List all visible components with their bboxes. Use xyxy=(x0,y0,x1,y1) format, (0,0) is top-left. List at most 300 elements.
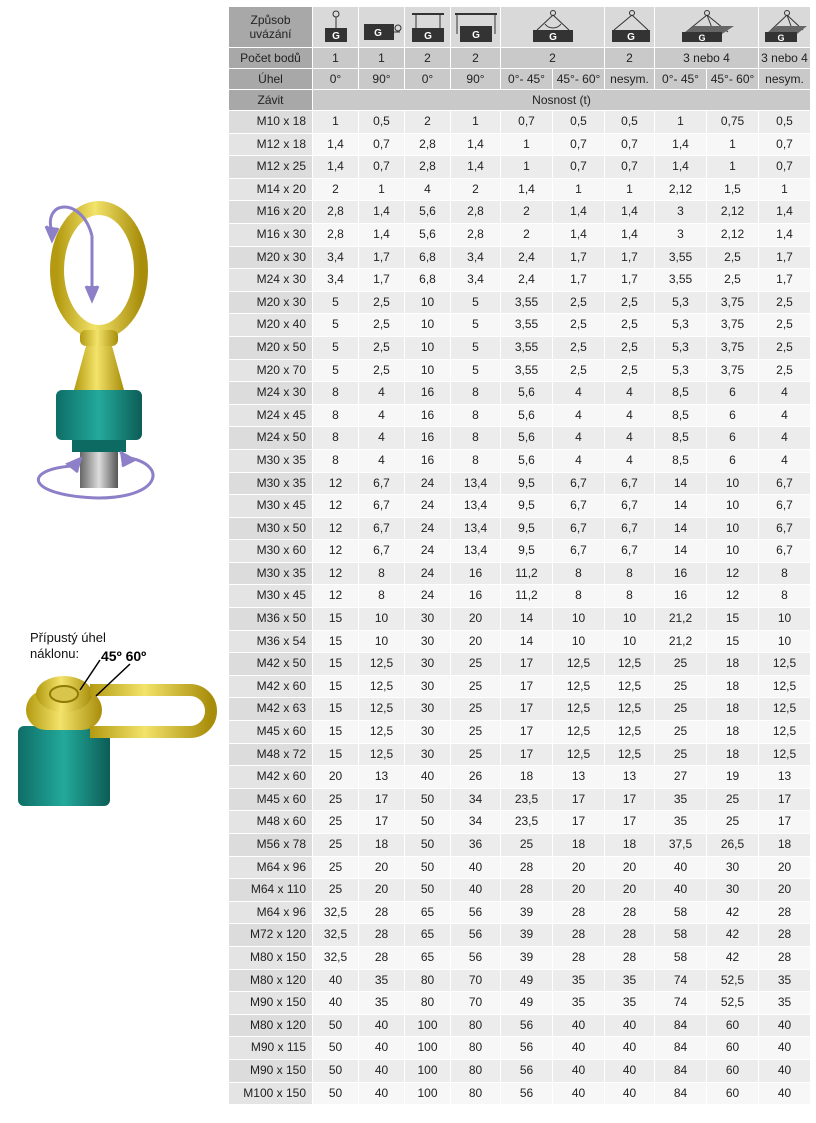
capacity-cell: 1 xyxy=(655,111,707,134)
angle-row xyxy=(229,69,811,90)
capacity-cell: 40 xyxy=(553,1082,605,1105)
capacity-cell: 25 xyxy=(313,788,359,811)
points-cell: 2 xyxy=(405,48,451,69)
thread-size-cell: M24 x 50 xyxy=(229,427,313,450)
capacity-cell: 1 xyxy=(313,111,359,134)
table-row xyxy=(229,1082,811,1105)
capacity-cell: 2 xyxy=(405,111,451,134)
thread-size-cell: M30 x 35 xyxy=(229,472,313,495)
svg-text:G: G xyxy=(423,31,432,42)
capacity-cell: 30 xyxy=(405,608,451,631)
capacity-cell: 40 xyxy=(605,1014,655,1037)
capacity-cell: 30 xyxy=(405,698,451,721)
capacity-cell: 4 xyxy=(359,427,405,450)
thread-size-cell: M42 x 60 xyxy=(229,675,313,698)
thread-size-cell: M30 x 45 xyxy=(229,585,313,608)
capacity-cell: 3,4 xyxy=(451,246,501,269)
capacity-cell: 5 xyxy=(313,291,359,314)
capacity-cell: 24 xyxy=(405,585,451,608)
capacity-cell: 5,6 xyxy=(501,449,553,472)
angle-cell: 45°- 60° xyxy=(553,69,605,90)
capacity-cell: 12,5 xyxy=(553,743,605,766)
capacity-cell: 28 xyxy=(501,879,553,902)
capacity-cell: 74 xyxy=(655,969,707,992)
capacity-cell: 10 xyxy=(605,608,655,631)
capacity-cell: 6,7 xyxy=(553,495,605,518)
capacity-cell: 40 xyxy=(451,856,501,879)
table-row xyxy=(229,901,811,924)
capacity-cell: 17 xyxy=(605,788,655,811)
capacity-cell: 4 xyxy=(553,382,605,405)
capacity-cell: 14 xyxy=(655,540,707,563)
capacity-cell: 15 xyxy=(707,608,759,631)
capacity-cell: 50 xyxy=(313,1059,359,1082)
capacity-cell: 3,4 xyxy=(451,269,501,292)
capacity-cell: 35 xyxy=(655,788,707,811)
capacity-cell: 40 xyxy=(359,1082,405,1105)
capacity-cell: 25 xyxy=(451,653,501,676)
capacity-cell: 26 xyxy=(451,766,501,789)
capacity-cell: 17 xyxy=(501,698,553,721)
capacity-cell: 5 xyxy=(451,336,501,359)
capacity-cell: 25 xyxy=(313,834,359,857)
capacity-cell: 2,5 xyxy=(759,314,811,337)
table-row xyxy=(229,223,811,246)
capacity-cell: 11,2 xyxy=(501,585,553,608)
capacity-cell: 2,8 xyxy=(313,201,359,224)
thread-size-cell: M14 x 20 xyxy=(229,178,313,201)
thread-size-cell: M42 x 63 xyxy=(229,698,313,721)
capacity-cell: 4 xyxy=(759,427,811,450)
thread-size-cell: M64 x 96 xyxy=(229,901,313,924)
table-row xyxy=(229,834,811,857)
capacity-cell: 74 xyxy=(655,992,707,1015)
sling-icon-3 xyxy=(405,7,451,48)
capacity-cell: 12,5 xyxy=(759,698,811,721)
capacity-cell: 35 xyxy=(359,969,405,992)
capacity-cell: 100 xyxy=(405,1037,451,1060)
capacity-cell: 2,12 xyxy=(655,178,707,201)
thread-size-cell: M64 x 110 xyxy=(229,879,313,902)
capacity-cell: 10 xyxy=(553,630,605,653)
capacity-cell: 20 xyxy=(313,766,359,789)
capacity-cell: 20 xyxy=(359,879,405,902)
capacity-cell: 25 xyxy=(655,698,707,721)
table-row xyxy=(229,178,811,201)
capacity-cell: 21,2 xyxy=(655,630,707,653)
capacity-cell: 1,4 xyxy=(313,156,359,179)
capacity-cell: 4 xyxy=(759,382,811,405)
capacity-cell: 84 xyxy=(655,1014,707,1037)
capacity-cell: 15 xyxy=(313,675,359,698)
capacity-cell: 8 xyxy=(605,562,655,585)
single-side-icon xyxy=(362,10,402,44)
capacity-cell: 14 xyxy=(655,472,707,495)
capacity-cell: 1,4 xyxy=(313,133,359,156)
capacity-cell: 1,4 xyxy=(553,201,605,224)
capacity-cell: 28 xyxy=(759,924,811,947)
capacity-cell: 10 xyxy=(605,630,655,653)
capacity-cell: 8 xyxy=(759,585,811,608)
capacity-cell: 26,5 xyxy=(707,834,759,857)
capacity-cell: 17 xyxy=(759,788,811,811)
capacity-cell: 100 xyxy=(405,1059,451,1082)
capacity-cell: 40 xyxy=(553,1014,605,1037)
points-cell: 3 nebo 4 xyxy=(655,48,759,69)
capacity-cell: 80 xyxy=(451,1082,501,1105)
capacity-cell: 8 xyxy=(359,562,405,585)
capacity-cell: 40 xyxy=(605,1037,655,1060)
capacity-cell: 17 xyxy=(553,811,605,834)
capacity-cell: 4 xyxy=(405,178,451,201)
capacity-cell: 6,7 xyxy=(759,495,811,518)
capacity-cell: 12 xyxy=(313,495,359,518)
capacity-cell: 6,7 xyxy=(553,517,605,540)
thread-size-cell: M20 x 40 xyxy=(229,314,313,337)
capacity-cell: 56 xyxy=(501,1037,553,1060)
capacity-cell: 84 xyxy=(655,1037,707,1060)
capacity-cell: 5 xyxy=(313,359,359,382)
capacity-cell: 2,8 xyxy=(451,201,501,224)
thread-size-cell: M80 x 120 xyxy=(229,969,313,992)
thread-size-cell: M90 x 150 xyxy=(229,1059,313,1082)
table-row xyxy=(229,721,811,744)
angle-cell: nesym. xyxy=(605,69,655,90)
capacity-cell: 10 xyxy=(707,540,759,563)
capacity-cell: 0,5 xyxy=(759,111,811,134)
capacity-cell: 12,5 xyxy=(359,698,405,721)
capacity-cell: 1,4 xyxy=(605,201,655,224)
single-vertical-icon xyxy=(321,10,351,44)
capacity-cell: 12,5 xyxy=(605,653,655,676)
capacity-cell: 2,5 xyxy=(707,246,759,269)
sling-method-label-line1: Způsob xyxy=(250,13,291,27)
tilt-label-line1: Přípustý úhel xyxy=(30,630,106,645)
capacity-cell: 5,6 xyxy=(501,404,553,427)
capacity-cell: 8 xyxy=(313,449,359,472)
capacity-cell: 16 xyxy=(655,585,707,608)
capacity-cell: 40 xyxy=(759,1014,811,1037)
capacity-cell: 8 xyxy=(605,585,655,608)
capacity-cell: 12,5 xyxy=(759,721,811,744)
capacity-cell: 4 xyxy=(759,449,811,472)
capacity-cell: 5 xyxy=(451,291,501,314)
capacity-cell: 14 xyxy=(501,608,553,631)
capacity-cell: 6,8 xyxy=(405,269,451,292)
capacity-cell: 10 xyxy=(405,359,451,382)
capacity-cell: 3,4 xyxy=(313,269,359,292)
capacity-cell: 6,7 xyxy=(605,472,655,495)
table-row xyxy=(229,1014,811,1037)
capacity-cell: 6 xyxy=(707,427,759,450)
angle-cell: 0° xyxy=(405,69,451,90)
capacity-cell: 25 xyxy=(655,675,707,698)
capacity-cell: 18 xyxy=(553,834,605,857)
capacity-cell: 56 xyxy=(501,1059,553,1082)
capacity-cell: 10 xyxy=(759,630,811,653)
capacity-cell: 56 xyxy=(451,901,501,924)
capacity-cell: 12,5 xyxy=(359,675,405,698)
capacity-cell: 3,55 xyxy=(655,246,707,269)
capacity-cell: 4 xyxy=(553,404,605,427)
table-row xyxy=(229,449,811,472)
capacity-cell: 12,5 xyxy=(605,743,655,766)
capacity-cell: 15 xyxy=(313,608,359,631)
capacity-cell: 12,5 xyxy=(553,653,605,676)
load-capacity-table xyxy=(228,6,811,1105)
capacity-cell: 0,7 xyxy=(605,156,655,179)
capacity-cell: 1 xyxy=(707,133,759,156)
capacity-cell: 28 xyxy=(501,856,553,879)
capacity-cell: 5,3 xyxy=(655,336,707,359)
capacity-cell: 1,7 xyxy=(605,269,655,292)
capacity-cell: 16 xyxy=(655,562,707,585)
sling-icon-4 xyxy=(451,7,501,48)
capacity-cell: 28 xyxy=(359,901,405,924)
capacity-cell: 17 xyxy=(501,653,553,676)
capacity-cell: 17 xyxy=(359,788,405,811)
capacity-cell: 15 xyxy=(313,743,359,766)
thread-size-cell: M42 x 50 xyxy=(229,653,313,676)
capacity-cell: 15 xyxy=(313,721,359,744)
capacity-cell: 70 xyxy=(451,969,501,992)
capacity-cell: 2 xyxy=(451,178,501,201)
capacity-cell: 12,5 xyxy=(359,743,405,766)
table-row xyxy=(229,856,811,879)
capacity-cell: 2,5 xyxy=(605,291,655,314)
sling-icon-8 xyxy=(759,7,811,48)
capacity-cell: 3,4 xyxy=(313,246,359,269)
capacity-cell: 1 xyxy=(501,133,553,156)
capacity-cell: 3 xyxy=(655,223,707,246)
capacity-cell: 8,5 xyxy=(655,449,707,472)
table-row xyxy=(229,811,811,834)
capacity-cell: 2,5 xyxy=(359,314,405,337)
thread-size-cell: M24 x 30 xyxy=(229,382,313,405)
capacity-cell: 12,5 xyxy=(553,698,605,721)
capacity-cell: 28 xyxy=(759,946,811,969)
capacity-cell: 18 xyxy=(605,834,655,857)
points-cell: 3 nebo 4 xyxy=(759,48,811,69)
capacity-cell: 2 xyxy=(501,223,553,246)
capacity-cell: 1,4 xyxy=(759,223,811,246)
thread-size-cell: M90 x 150 xyxy=(229,992,313,1015)
capacity-cell: 13,4 xyxy=(451,517,501,540)
capacity-cell: 16 xyxy=(405,404,451,427)
two-leg-angle-icon xyxy=(523,10,583,44)
capacity-cell: 5,6 xyxy=(405,223,451,246)
thread-size-cell: M30 x 60 xyxy=(229,540,313,563)
capacity-cell: 56 xyxy=(501,1014,553,1037)
swivel-eyebolt-tilted-image xyxy=(18,660,211,806)
capacity-cell: 0,5 xyxy=(605,111,655,134)
capacity-cell: 2,5 xyxy=(605,314,655,337)
capacity-cell: 80 xyxy=(451,1059,501,1082)
table-row xyxy=(229,608,811,631)
capacity-cell: 50 xyxy=(405,856,451,879)
capacity-cell: 40 xyxy=(605,1082,655,1105)
capacity-cell: 5 xyxy=(313,314,359,337)
thread-size-cell: M100 x 150 xyxy=(229,1082,313,1105)
sling-icon-7 xyxy=(655,7,759,48)
capacity-cell: 36 xyxy=(451,834,501,857)
capacity-cell: 6,7 xyxy=(359,472,405,495)
thread-size-cell: M16 x 30 xyxy=(229,223,313,246)
capacity-cell: 25 xyxy=(313,856,359,879)
capacity-cell: 40 xyxy=(405,766,451,789)
capacity-cell: 15 xyxy=(313,630,359,653)
capacity-cell: 3 xyxy=(655,201,707,224)
capacity-cell: 5,6 xyxy=(501,427,553,450)
capacity-cell: 2,4 xyxy=(501,269,553,292)
capacity-cell: 35 xyxy=(759,969,811,992)
capacity-cell: 40 xyxy=(655,856,707,879)
capacity-cell: 25 xyxy=(313,879,359,902)
capacity-cell: 28 xyxy=(605,901,655,924)
capacity-cell: 70 xyxy=(451,992,501,1015)
sling-method-label xyxy=(229,7,313,48)
capacity-cell: 25 xyxy=(501,834,553,857)
capacity-cell: 8 xyxy=(359,585,405,608)
capacity-cell: 42 xyxy=(707,924,759,947)
points-cell: 2 xyxy=(605,48,655,69)
capacity-cell: 32,5 xyxy=(313,901,359,924)
capacity-cell: 24 xyxy=(405,472,451,495)
capacity-cell: 35 xyxy=(553,992,605,1015)
capacity-cell: 5,3 xyxy=(655,359,707,382)
swivel-eyebolt-upright-image xyxy=(56,208,142,488)
capacity-cell: 1 xyxy=(759,178,811,201)
capacity-cell: 6,7 xyxy=(359,517,405,540)
thread-size-cell: M64 x 96 xyxy=(229,856,313,879)
capacity-cell: 14 xyxy=(655,495,707,518)
capacity-cell: 17 xyxy=(501,675,553,698)
capacity-cell: 18 xyxy=(759,834,811,857)
thread-size-cell: M10 x 18 xyxy=(229,111,313,134)
capacity-cell: 6 xyxy=(707,449,759,472)
thread-size-cell: M45 x 60 xyxy=(229,721,313,744)
table-row xyxy=(229,336,811,359)
capacity-cell: 0,75 xyxy=(707,111,759,134)
table-row xyxy=(229,156,811,179)
capacity-cell: 14 xyxy=(501,630,553,653)
table-row xyxy=(229,585,811,608)
capacity-cell: 2,5 xyxy=(759,336,811,359)
table-row xyxy=(229,427,811,450)
capacity-cell: 14 xyxy=(655,517,707,540)
capacity-cell: 58 xyxy=(655,901,707,924)
capacity-cell: 25 xyxy=(313,811,359,834)
capacity-cell: 80 xyxy=(405,992,451,1015)
capacity-cell: 12,5 xyxy=(605,675,655,698)
two-leg-asym-icon xyxy=(608,10,652,44)
capacity-cell: 40 xyxy=(553,1037,605,1060)
capacity-cell: 6,7 xyxy=(759,540,811,563)
capacity-cell: 3,55 xyxy=(655,269,707,292)
capacity-cell: 21,2 xyxy=(655,608,707,631)
thread-size-cell: M72 x 120 xyxy=(229,924,313,947)
capacity-cell: 18 xyxy=(707,698,759,721)
capacity-cell: 40 xyxy=(313,969,359,992)
capacity-cell: 1,4 xyxy=(605,223,655,246)
thread-size-cell: M12 x 18 xyxy=(229,133,313,156)
svg-text:G: G xyxy=(471,30,480,41)
table-row xyxy=(229,1037,811,1060)
capacity-cell: 12 xyxy=(707,585,759,608)
capacity-cell: 35 xyxy=(655,811,707,834)
capacity-cell: 3,55 xyxy=(501,314,553,337)
thread-size-cell: M48 x 60 xyxy=(229,811,313,834)
capacity-cell: 0,7 xyxy=(759,133,811,156)
capacity-cell: 28 xyxy=(553,946,605,969)
capacity-cell: 28 xyxy=(359,946,405,969)
capacity-cell: 28 xyxy=(605,924,655,947)
capacity-cell: 3,75 xyxy=(707,336,759,359)
thread-size-cell: M12 x 25 xyxy=(229,156,313,179)
capacity-cell: 25 xyxy=(451,675,501,698)
points-cell: 1 xyxy=(359,48,405,69)
points-cell: 1 xyxy=(313,48,359,69)
capacity-cell: 35 xyxy=(759,992,811,1015)
capacity-cell: 56 xyxy=(451,924,501,947)
capacity-cell: 13,4 xyxy=(451,540,501,563)
angle-cell: 90° xyxy=(359,69,405,90)
capacity-cell: 12,5 xyxy=(759,653,811,676)
capacity-cell: 18 xyxy=(359,834,405,857)
capacity-cell: 1,4 xyxy=(553,223,605,246)
capacity-cell: 1,4 xyxy=(655,156,707,179)
capacity-cell: 2 xyxy=(313,178,359,201)
capacity-cell: 40 xyxy=(655,879,707,902)
table-row xyxy=(229,291,811,314)
capacity-cell: 2,5 xyxy=(605,336,655,359)
capacity-cell: 5,3 xyxy=(655,291,707,314)
thread-size-cell: M80 x 120 xyxy=(229,1014,313,1037)
capacity-cell: 8 xyxy=(313,404,359,427)
thread-size-cell: M24 x 45 xyxy=(229,404,313,427)
multi-leg-asym-icon xyxy=(761,10,809,44)
capacity-cell: 42 xyxy=(707,901,759,924)
two-side-icon xyxy=(453,10,499,44)
capacity-cell: 12,5 xyxy=(605,698,655,721)
capacity-cell: 20 xyxy=(359,856,405,879)
capacity-cell: 12 xyxy=(313,562,359,585)
capacity-cell: 40 xyxy=(359,1037,405,1060)
capacity-cell: 40 xyxy=(759,1037,811,1060)
capacity-cell: 2,5 xyxy=(553,291,605,314)
capacity-cell: 34 xyxy=(451,788,501,811)
capacity-cell: 1,7 xyxy=(553,246,605,269)
table-row xyxy=(229,246,811,269)
capacity-cell: 25 xyxy=(707,811,759,834)
angle-cell: nesym. xyxy=(759,69,811,90)
thread-size-cell: M20 x 50 xyxy=(229,336,313,359)
capacity-cell: 6,7 xyxy=(553,472,605,495)
capacity-cell: 5,3 xyxy=(655,314,707,337)
table-row xyxy=(229,766,811,789)
capacity-cell: 8 xyxy=(759,562,811,585)
capacity-cell: 3,75 xyxy=(707,291,759,314)
capacity-cell: 12 xyxy=(313,585,359,608)
capacity-cell: 56 xyxy=(501,1082,553,1105)
angle-cell: 0°- 45° xyxy=(501,69,553,90)
table-row xyxy=(229,540,811,563)
capacity-cell: 18 xyxy=(707,653,759,676)
capacity-cell: 10 xyxy=(759,608,811,631)
capacity-cell: 1,7 xyxy=(759,269,811,292)
capacity-cell: 3,55 xyxy=(501,291,553,314)
capacity-cell: 1 xyxy=(707,156,759,179)
